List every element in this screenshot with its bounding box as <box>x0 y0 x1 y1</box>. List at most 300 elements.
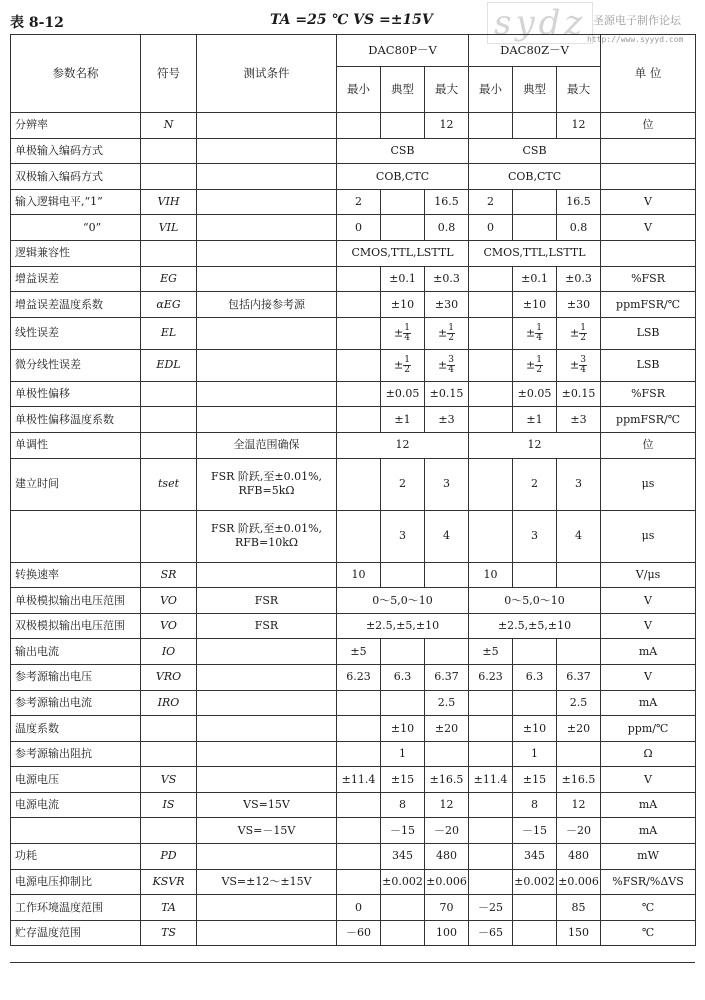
param-unit: ppmFSR/℃ <box>601 407 696 433</box>
value-typ: 8 <box>513 792 557 818</box>
value-min <box>469 113 513 139</box>
value-min: ±11.4 <box>337 767 381 793</box>
test-condition: 全温范围确保 <box>197 432 337 458</box>
value-span: CMOS,TTL,LSTTL <box>469 240 601 266</box>
table-row <box>11 664 696 690</box>
value-max: 0.8 <box>557 215 601 241</box>
table-row <box>11 869 696 895</box>
value-min <box>337 266 381 292</box>
value-max: 12 <box>557 792 601 818</box>
value-max <box>425 741 469 767</box>
param-symbol: TS <box>141 920 197 946</box>
param-symbol <box>141 138 197 164</box>
test-condition <box>197 639 337 665</box>
param-unit: V <box>601 767 696 793</box>
param-unit: %FSR <box>601 381 696 407</box>
param-unit: ppmFSR/℃ <box>601 292 696 318</box>
param-symbol: PD <box>141 844 197 870</box>
value-typ: 1 <box>381 741 425 767</box>
value-max: ±30 <box>557 292 601 318</box>
test-conditions-header: TA =25 ℃ VS =±15V <box>270 12 433 28</box>
param-unit: LSB <box>601 349 696 381</box>
value-typ: 3 <box>513 510 557 562</box>
test-condition <box>197 381 337 407</box>
value-max: ±30 <box>425 292 469 318</box>
param-symbol: VIH <box>141 189 197 215</box>
table-row <box>11 317 696 349</box>
header-typ: 典型 <box>381 67 425 113</box>
value-typ: ±1 <box>381 407 425 433</box>
param-unit: V <box>601 588 696 614</box>
param-name: 输出电流 <box>11 639 141 665</box>
value-typ <box>381 639 425 665</box>
param-symbol <box>141 818 197 844</box>
param-unit <box>601 164 696 190</box>
value-max <box>557 741 601 767</box>
value-min <box>337 381 381 407</box>
param-symbol: EG <box>141 266 197 292</box>
param-name: “0” <box>11 215 141 241</box>
test-condition: FSR <box>197 613 337 639</box>
value-min <box>469 869 513 895</box>
spec-table <box>10 34 696 946</box>
value-typ <box>513 639 557 665</box>
table-row <box>11 215 696 241</box>
header-param: 参数名称 <box>11 35 141 113</box>
value-max: ±0.3 <box>557 266 601 292</box>
param-symbol <box>141 510 197 562</box>
value-max: 12 <box>557 113 601 139</box>
param-unit: 位 <box>601 432 696 458</box>
value-typ: 3 <box>381 510 425 562</box>
value-typ: ±0.002 <box>513 869 557 895</box>
param-unit: V <box>601 664 696 690</box>
value-max: 3 <box>557 458 601 510</box>
test-condition: FSR 阶跃,至±0.01%, RFB=10kΩ <box>197 510 337 562</box>
test-condition <box>197 407 337 433</box>
value-typ <box>513 690 557 716</box>
test-condition <box>197 113 337 139</box>
value-typ: －15 <box>513 818 557 844</box>
param-name: 转换速率 <box>11 562 141 588</box>
param-symbol <box>141 432 197 458</box>
param-name: 微分线性误差 <box>11 349 141 381</box>
param-symbol <box>141 240 197 266</box>
param-unit <box>601 240 696 266</box>
param-symbol <box>141 164 197 190</box>
value-typ: ±0.1 <box>381 266 425 292</box>
param-name: 分辨率 <box>11 113 141 139</box>
fraction: $\frac{3}{4}$ <box>580 354 586 375</box>
param-unit: mA <box>601 818 696 844</box>
value-span: 12 <box>469 432 601 458</box>
value-span: 0～5,0～10 <box>469 588 601 614</box>
param-symbol: KSVR <box>141 869 197 895</box>
param-name: 参考源输出电流 <box>11 690 141 716</box>
param-symbol <box>141 381 197 407</box>
fraction: $\frac{1}{2}$ <box>580 322 586 343</box>
test-condition <box>197 349 337 381</box>
param-name: 输入逻辑电平,“1” <box>11 189 141 215</box>
test-condition: VS=±12～±15V <box>197 869 337 895</box>
param-name: 双极模拟输出电压范围 <box>11 613 141 639</box>
header-typ: 典型 <box>513 67 557 113</box>
value-span: COB,CTC <box>469 164 601 190</box>
value-typ <box>381 562 425 588</box>
value-max: 85 <box>557 895 601 921</box>
param-name: 线性误差 <box>11 317 141 349</box>
value-max: ±16.5 <box>557 767 601 793</box>
param-unit: 位 <box>601 113 696 139</box>
value-min <box>469 510 513 562</box>
test-condition <box>197 767 337 793</box>
value-span: COB,CTC <box>337 164 469 190</box>
fraction: $\frac{1}{2}$ <box>448 322 454 343</box>
value-span: ±2.5,±5,±10 <box>337 613 469 639</box>
test-condition <box>197 189 337 215</box>
value-min <box>337 844 381 870</box>
value-min: 2 <box>337 189 381 215</box>
table-row <box>11 113 696 139</box>
param-symbol: EL <box>141 317 197 349</box>
param-name: 增益误差温度系数 <box>11 292 141 318</box>
test-condition <box>197 317 337 349</box>
param-symbol: VO <box>141 588 197 614</box>
param-symbol: N <box>141 113 197 139</box>
value-span: 0～5,0～10 <box>337 588 469 614</box>
value-min <box>469 349 513 381</box>
param-symbol: VIL <box>141 215 197 241</box>
header-unit: 单 位 <box>601 35 696 113</box>
table-row <box>11 716 696 742</box>
value-max: ± $\frac{3}{4}$ <box>557 349 601 381</box>
param-name: 双极输入编码方式 <box>11 164 141 190</box>
value-typ <box>513 562 557 588</box>
param-name: 单极输入编码方式 <box>11 138 141 164</box>
value-min <box>337 292 381 318</box>
value-min <box>337 690 381 716</box>
param-name: 电源电流 <box>11 792 141 818</box>
value-span: 12 <box>337 432 469 458</box>
value-min <box>469 266 513 292</box>
header-min: 最小 <box>337 67 381 113</box>
value-min <box>469 844 513 870</box>
value-typ: ±10 <box>513 716 557 742</box>
test-condition <box>197 895 337 921</box>
param-symbol: IO <box>141 639 197 665</box>
value-min <box>337 349 381 381</box>
value-max: ±0.006 <box>425 869 469 895</box>
value-typ <box>513 215 557 241</box>
watermark-name: 圣源电子制作论坛 <box>593 14 681 27</box>
value-typ <box>381 215 425 241</box>
value-min: 6.23 <box>469 664 513 690</box>
param-name <box>11 818 141 844</box>
param-name: 参考源输出阻抗 <box>11 741 141 767</box>
table-row <box>11 690 696 716</box>
test-condition <box>197 920 337 946</box>
bottom-rule <box>10 962 695 963</box>
value-max: 2.5 <box>557 690 601 716</box>
param-unit: mA <box>601 639 696 665</box>
param-unit: %FSR/%ΔVS <box>601 869 696 895</box>
param-name: 单极性偏移 <box>11 381 141 407</box>
value-max: ±3 <box>557 407 601 433</box>
param-unit: ℃ <box>601 920 696 946</box>
param-symbol <box>141 716 197 742</box>
value-min <box>337 458 381 510</box>
table-row <box>11 240 696 266</box>
value-max: 480 <box>557 844 601 870</box>
param-symbol: VRO <box>141 664 197 690</box>
param-symbol: VS <box>141 767 197 793</box>
value-typ: －15 <box>381 818 425 844</box>
value-min <box>337 510 381 562</box>
param-unit: ppm/℃ <box>601 716 696 742</box>
param-name: 单极性偏移温度系数 <box>11 407 141 433</box>
test-condition: FSR <box>197 588 337 614</box>
value-min: 10 <box>337 562 381 588</box>
param-symbol: IRO <box>141 690 197 716</box>
param-symbol: TA <box>141 895 197 921</box>
param-unit: Ω <box>601 741 696 767</box>
value-span: CSB <box>469 138 601 164</box>
value-max: 2.5 <box>425 690 469 716</box>
value-max: ±3 <box>425 407 469 433</box>
param-unit: μs <box>601 510 696 562</box>
param-name: 增益误差 <box>11 266 141 292</box>
param-name <box>11 510 141 562</box>
param-unit: V <box>601 215 696 241</box>
value-typ <box>513 895 557 921</box>
value-min: ±5 <box>469 639 513 665</box>
table-row <box>11 349 696 381</box>
value-max: ±20 <box>425 716 469 742</box>
value-min <box>337 741 381 767</box>
value-typ: ± $\frac{1}{2}$ <box>513 349 557 381</box>
value-min <box>469 741 513 767</box>
value-typ: ±0.1 <box>513 266 557 292</box>
value-typ: 345 <box>381 844 425 870</box>
param-symbol: αEG <box>141 292 197 318</box>
header-group1: DAC80P－V <box>337 35 469 67</box>
table-row <box>11 818 696 844</box>
value-max: 0.8 <box>425 215 469 241</box>
value-typ: ±15 <box>513 767 557 793</box>
param-name: 功耗 <box>11 844 141 870</box>
value-typ: 2 <box>381 458 425 510</box>
table-row <box>11 189 696 215</box>
param-name: 逻辑兼容性 <box>11 240 141 266</box>
value-typ: ±15 <box>381 767 425 793</box>
table-row <box>11 844 696 870</box>
value-typ: ±10 <box>513 292 557 318</box>
test-condition <box>197 164 337 190</box>
fraction: $\frac{1}{2}$ <box>536 354 542 375</box>
value-typ: ±0.05 <box>513 381 557 407</box>
test-condition <box>197 562 337 588</box>
fraction: $\frac{3}{4}$ <box>448 354 454 375</box>
value-span: CMOS,TTL,LSTTL <box>337 240 469 266</box>
value-min: 2 <box>469 189 513 215</box>
value-max: －20 <box>557 818 601 844</box>
value-max: ± $\frac{1}{2}$ <box>557 317 601 349</box>
value-min <box>469 407 513 433</box>
value-max: 4 <box>557 510 601 562</box>
header-group2: DAC80Z－V <box>469 35 601 67</box>
table-row <box>11 639 696 665</box>
table-row <box>11 562 696 588</box>
table-row <box>11 895 696 921</box>
value-min: －25 <box>469 895 513 921</box>
param-unit: LSB <box>601 317 696 349</box>
param-name: 贮存温度范围 <box>11 920 141 946</box>
value-min <box>469 792 513 818</box>
value-typ <box>513 113 557 139</box>
param-unit: ℃ <box>601 895 696 921</box>
param-symbol <box>141 407 197 433</box>
value-max: ±0.006 <box>557 869 601 895</box>
value-min <box>337 113 381 139</box>
value-min <box>337 407 381 433</box>
header-symbol: 符号 <box>141 35 197 113</box>
value-span: ±2.5,±5,±10 <box>469 613 601 639</box>
fraction: $\frac{1}{2}$ <box>404 354 410 375</box>
table-row <box>11 381 696 407</box>
value-min <box>337 317 381 349</box>
value-min: 6.23 <box>337 664 381 690</box>
value-max: ±0.15 <box>557 381 601 407</box>
param-unit: V/μs <box>601 562 696 588</box>
param-name: 单极模拟输出电压范围 <box>11 588 141 614</box>
value-typ: ±10 <box>381 716 425 742</box>
table-row <box>11 164 696 190</box>
param-unit: mW <box>601 844 696 870</box>
value-max <box>557 562 601 588</box>
value-min <box>337 869 381 895</box>
fraction: $\frac{1}{4}$ <box>404 322 410 343</box>
value-max: 12 <box>425 113 469 139</box>
value-typ: 6.3 <box>381 664 425 690</box>
table-row <box>11 292 696 318</box>
value-min <box>469 292 513 318</box>
value-typ <box>381 895 425 921</box>
param-unit: mA <box>601 792 696 818</box>
table-row <box>11 266 696 292</box>
value-typ: ± $\frac{1}{2}$ <box>381 349 425 381</box>
table-row <box>11 767 696 793</box>
table-row <box>11 920 696 946</box>
value-max: ±16.5 <box>425 767 469 793</box>
param-name: 温度系数 <box>11 716 141 742</box>
table-row <box>11 138 696 164</box>
value-max: ± $\frac{1}{2}$ <box>425 317 469 349</box>
watermark-url: http://www.syyyd.com <box>587 35 684 44</box>
value-max <box>557 639 601 665</box>
value-span: CSB <box>337 138 469 164</box>
param-name: 参考源输出电压 <box>11 664 141 690</box>
value-min: 10 <box>469 562 513 588</box>
test-condition <box>197 138 337 164</box>
param-symbol: tset <box>141 458 197 510</box>
test-condition <box>197 716 337 742</box>
param-unit: V <box>601 189 696 215</box>
test-condition <box>197 266 337 292</box>
test-condition <box>197 215 337 241</box>
test-condition <box>197 741 337 767</box>
value-min <box>469 818 513 844</box>
value-min <box>469 317 513 349</box>
value-typ <box>513 920 557 946</box>
value-min <box>337 716 381 742</box>
table-caption: 表 8-12 <box>10 15 64 31</box>
test-condition <box>197 690 337 716</box>
test-condition: VS=15V <box>197 792 337 818</box>
test-condition: FSR 阶跃,至±0.01%, RFB=5kΩ <box>197 458 337 510</box>
param-unit: mA <box>601 690 696 716</box>
value-max: 6.37 <box>425 664 469 690</box>
value-typ: 6.3 <box>513 664 557 690</box>
value-min <box>337 792 381 818</box>
param-symbol: EDL <box>141 349 197 381</box>
value-typ: ±0.002 <box>381 869 425 895</box>
table-row <box>11 741 696 767</box>
value-min: ±5 <box>337 639 381 665</box>
param-unit: %FSR <box>601 266 696 292</box>
header-conditions: 测试条件 <box>197 35 337 113</box>
header-max: 最大 <box>425 67 469 113</box>
fraction: $\frac{1}{4}$ <box>536 322 542 343</box>
value-max: 3 <box>425 458 469 510</box>
header-min: 最小 <box>469 67 513 113</box>
value-typ <box>381 113 425 139</box>
value-typ: 345 <box>513 844 557 870</box>
param-symbol <box>141 741 197 767</box>
test-condition: 包括内接参考源 <box>197 292 337 318</box>
table-row <box>11 458 696 510</box>
value-max: －20 <box>425 818 469 844</box>
test-condition <box>197 664 337 690</box>
value-min <box>469 716 513 742</box>
value-typ: 1 <box>513 741 557 767</box>
test-condition <box>197 844 337 870</box>
test-condition <box>197 240 337 266</box>
param-symbol: IS <box>141 792 197 818</box>
table-row <box>11 407 696 433</box>
value-max: 150 <box>557 920 601 946</box>
value-max: ± $\frac{3}{4}$ <box>425 349 469 381</box>
value-max: 6.37 <box>557 664 601 690</box>
value-max: ±0.3 <box>425 266 469 292</box>
value-typ <box>513 189 557 215</box>
value-max: 12 <box>425 792 469 818</box>
table-row <box>11 792 696 818</box>
value-max: 70 <box>425 895 469 921</box>
param-symbol: SR <box>141 562 197 588</box>
value-max: 16.5 <box>425 189 469 215</box>
value-max: 4 <box>425 510 469 562</box>
param-symbol: VO <box>141 613 197 639</box>
param-unit: V <box>601 613 696 639</box>
value-min: －60 <box>337 920 381 946</box>
value-typ: ±0.05 <box>381 381 425 407</box>
value-max: ±0.15 <box>425 381 469 407</box>
param-name: 工作环境温度范围 <box>11 895 141 921</box>
value-max: ±20 <box>557 716 601 742</box>
value-min <box>469 381 513 407</box>
value-typ: ±1 <box>513 407 557 433</box>
value-typ: 8 <box>381 792 425 818</box>
